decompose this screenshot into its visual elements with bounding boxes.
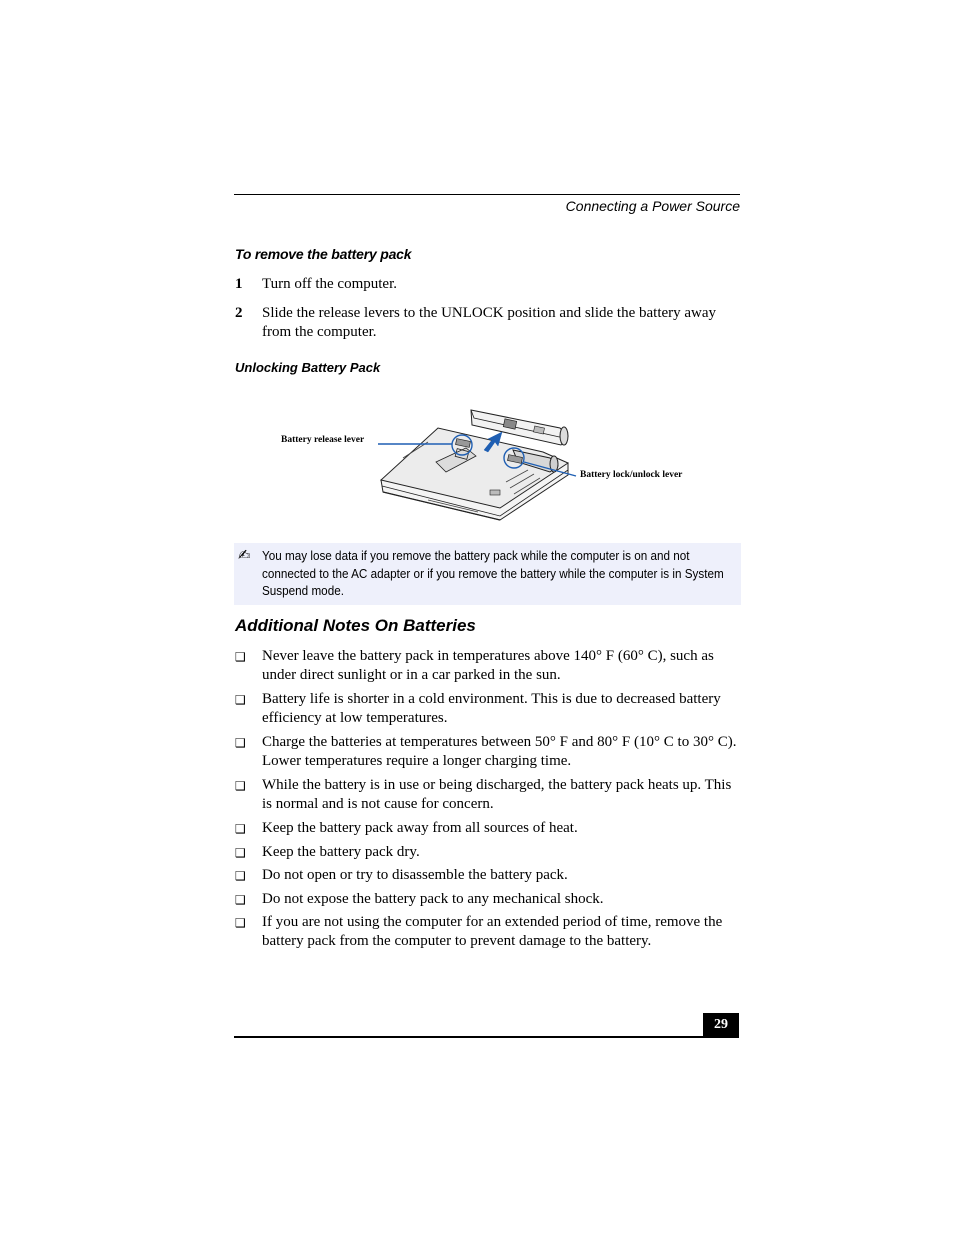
list-item: ❑ Battery life is shorter in a cold environment. This is due to decreased battery efficiency at low temperatures. xyxy=(235,691,721,726)
list-item: ❑ Do not expose the battery pack to any mechanical shock. xyxy=(235,890,741,909)
laptop-underside-illustration xyxy=(278,400,708,525)
note-text: You may lose data if you remove the battery pack while the computer is on and not connected to the AC adapter or if you remove the battery while the computer is in System Suspend mode. xyxy=(262,548,724,598)
battery-figure xyxy=(278,400,708,525)
step-1 xyxy=(235,275,740,294)
list-item: ❑ While the battery is in use or being discharged, the battery pack heats up. This is normal and is not cause for concern. xyxy=(235,777,732,812)
checkbox-bullet-icon: ❑ xyxy=(235,779,246,793)
list-item: ❑ Charge the batteries at temperatures between 50° F and 80° F (10° C to 30° C). Lower temperatures require a longer charging time. xyxy=(235,734,737,769)
header-rule xyxy=(234,194,740,195)
step-text: Turn off the computer. xyxy=(262,276,397,292)
label-battery-release-lever: Battery release lever xyxy=(281,435,365,445)
checkbox-bullet-icon: ❑ xyxy=(235,845,246,860)
step-number: 1 xyxy=(235,276,243,292)
label-battery-lock-lever: Battery lock/unlock lever xyxy=(580,470,683,480)
checkbox-bullet-icon: ❑ xyxy=(235,869,246,883)
page-number: 29 xyxy=(703,1013,739,1037)
checkbox-bullet-icon: ❑ xyxy=(235,822,246,836)
step-text: Slide the release levers to the UNLOCK position and slide the battery away from the computer. xyxy=(262,305,717,340)
list-item: ❑ If you are not using the computer for an extended period of time, remove the battery pack from the computer to prevent damage to the battery. xyxy=(235,914,723,949)
checkbox-bullet-icon: ❑ xyxy=(235,892,246,907)
checkbox-bullet-icon: ❑ xyxy=(235,916,246,930)
list-item: ❑ Never leave the battery pack in temperatures above 140° F (60° C), such as under direct sunlight or in a car parked in the sun. xyxy=(235,648,714,683)
section-title: Additional Notes On Batteries xyxy=(235,616,476,635)
procedure-title: To remove the battery pack xyxy=(235,246,412,262)
list-item: ❑ Keep the battery pack away from all sources of heat. xyxy=(235,819,741,838)
list-item: ❑ Do not open or try to disassemble the battery pack. xyxy=(235,866,741,885)
pencil-note-icon: ✍ xyxy=(238,546,251,564)
checkbox-bullet-icon: ❑ xyxy=(235,736,246,750)
running-head: Connecting a Power Source xyxy=(565,198,740,214)
checkbox-bullet-icon: ❑ xyxy=(235,650,246,664)
footer-rule xyxy=(234,1036,739,1038)
list-item: ❑ Keep the battery pack dry. xyxy=(235,843,741,862)
battery-notes-list xyxy=(235,647,741,950)
checkbox-bullet-icon: ❑ xyxy=(235,693,246,707)
step-2 xyxy=(235,304,740,341)
note-box xyxy=(234,543,741,605)
step-number: 2 xyxy=(235,305,243,321)
figure-caption: Unlocking Battery Pack xyxy=(235,360,381,375)
